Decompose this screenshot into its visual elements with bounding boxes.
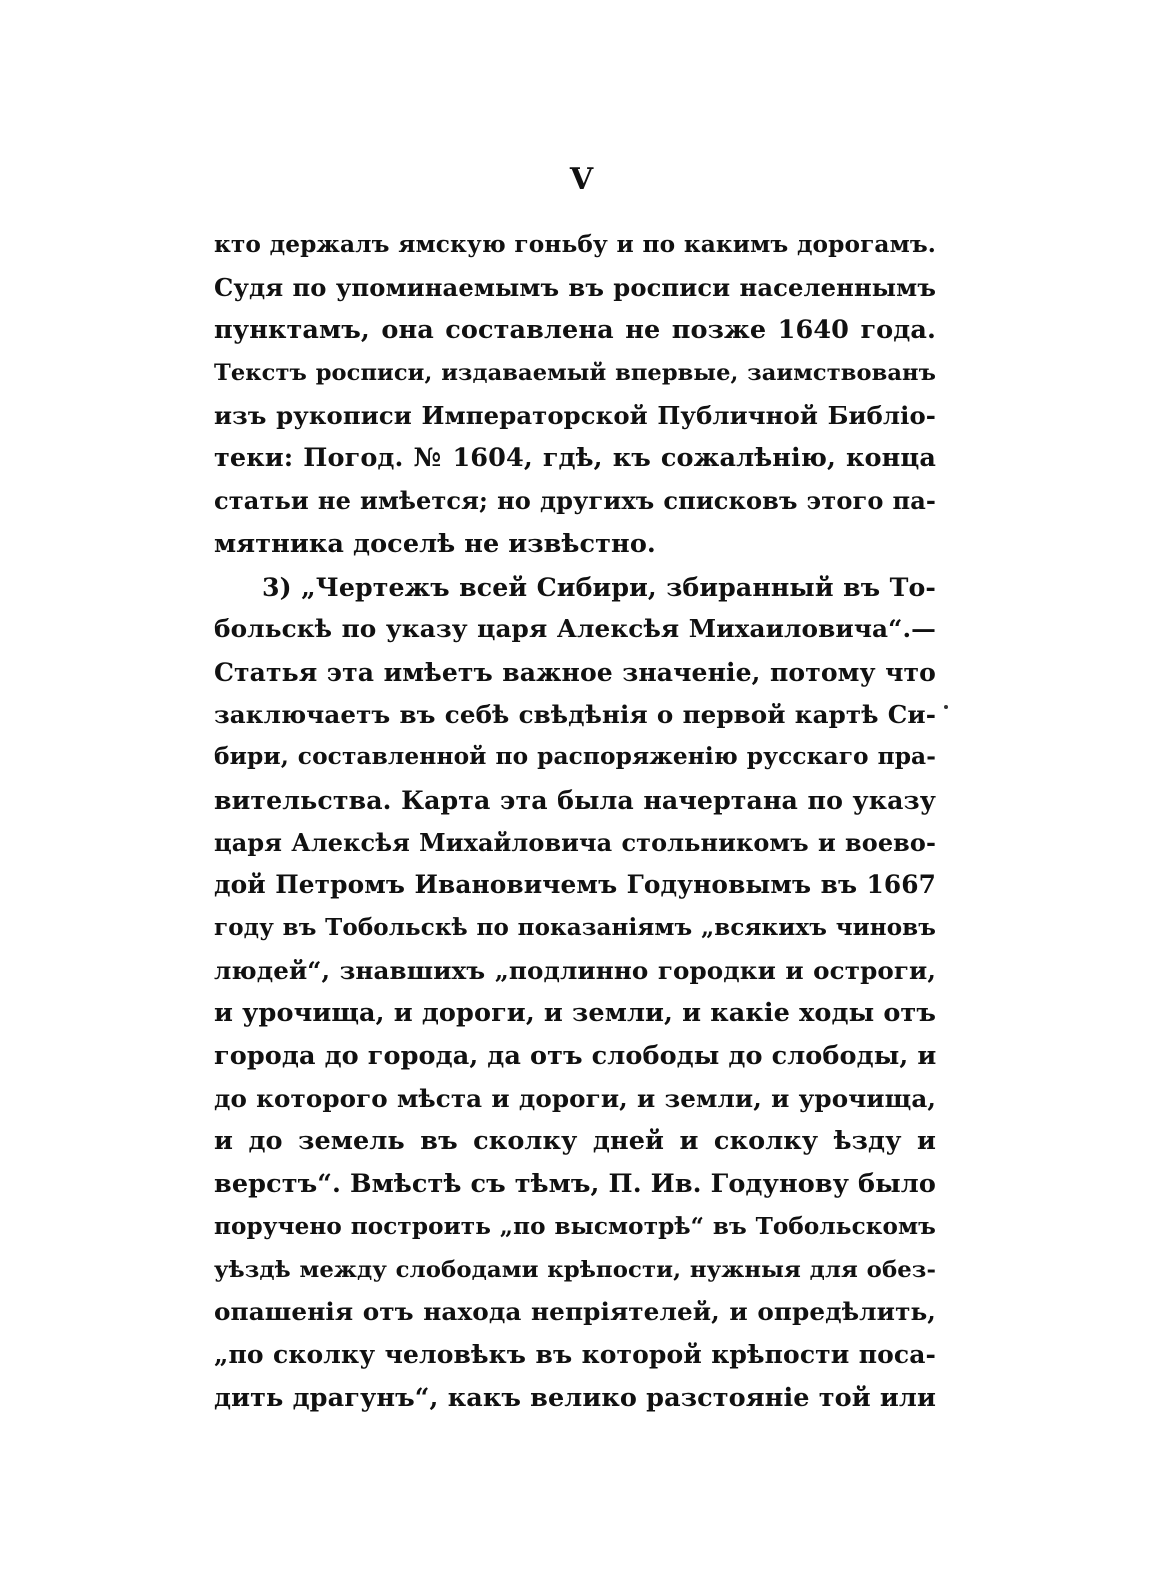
text-line: мятника доселѣ не извѣстно. [214,528,656,559]
text-line: дить драгунъ“, какъ велико разстояніе той или [214,1382,936,1413]
page-number: V [569,162,594,197]
text-line: дой Петромъ Ивановичемъ Годуновымъ въ 1667 [214,870,936,900]
text-line: и урочища, и дороги, и земли, и какіе ходы отъ [214,998,936,1029]
text-line: Статья эта имѣетъ важное значеніе, потому что [214,656,936,687]
text-line: больскѣ по указу царя Алексѣя Михаиловича“.— [214,614,936,644]
scan-speck [944,705,948,709]
text-line: до которого мѣста и дороги, и земли, и урочища, [214,1083,936,1113]
text-line: изъ рукописи Императорской Публичной Библіо- [214,400,936,430]
text-line: кто держалъ ямскую гоньбу и по какимъ дорогамъ. [214,231,936,258]
text-line: пунктамъ, она составлена не позже 1640 года. [214,315,936,346]
paragraph-siberia-map [214,566,936,1420]
text-line: уѣздѣ между слободами крѣпости, нужныя для обез- [214,1256,936,1283]
text-line: верстъ“. Вмѣстѣ съ тѣмъ, П. Ив. Годунову было [214,1169,936,1200]
text-line: людей“, знавшихъ „подлинно городки и остроги, [214,955,936,985]
text-line: царя Алексѣя Михайловича стольникомъ и воево- [214,828,936,857]
paragraph-road-register [214,224,936,566]
text-line: поручено построить „по высмотрѣ“ въ Тобольскомъ [214,1212,936,1240]
text-line: году въ Тобольскѣ по показаніямъ „всякихъ чиновъ [214,914,936,941]
text-line: „по сколку человѣкъ въ которой крѣпости поса- [214,1339,936,1369]
text-line: теки: Погод. № 1604, гдѣ, къ сожалѣнію, конца [214,443,936,474]
text-line: статьи не имѣется; но другихъ списковъ этого па- [214,486,936,516]
text-line: 3) „Чертежъ всей Сибири, збиранный въ То- [262,571,936,602]
text-line: бири, составленной по распоряженію русскаго пра- [214,743,936,771]
text-line: опашенія отъ находа непріятелей, и опредѣлить, [214,1297,936,1327]
page-body-text [214,224,936,1419]
text-line: города до города, да отъ слободы до слободы, и [214,1041,937,1072]
text-line: и до земель въ сколку дней и сколку ѣзду и [214,1126,936,1157]
text-line: заключаетъ въ себѣ свѣдѣнія о первой картѣ Си- [214,699,936,729]
text-line: Судя по упоминаемымъ въ росписи населеннымъ [214,272,936,302]
text-line: Текстъ росписи, издаваемый впервые, заимствованъ [214,360,936,387]
text-line: вительства. Карта эта была начертана по указу [214,784,936,815]
